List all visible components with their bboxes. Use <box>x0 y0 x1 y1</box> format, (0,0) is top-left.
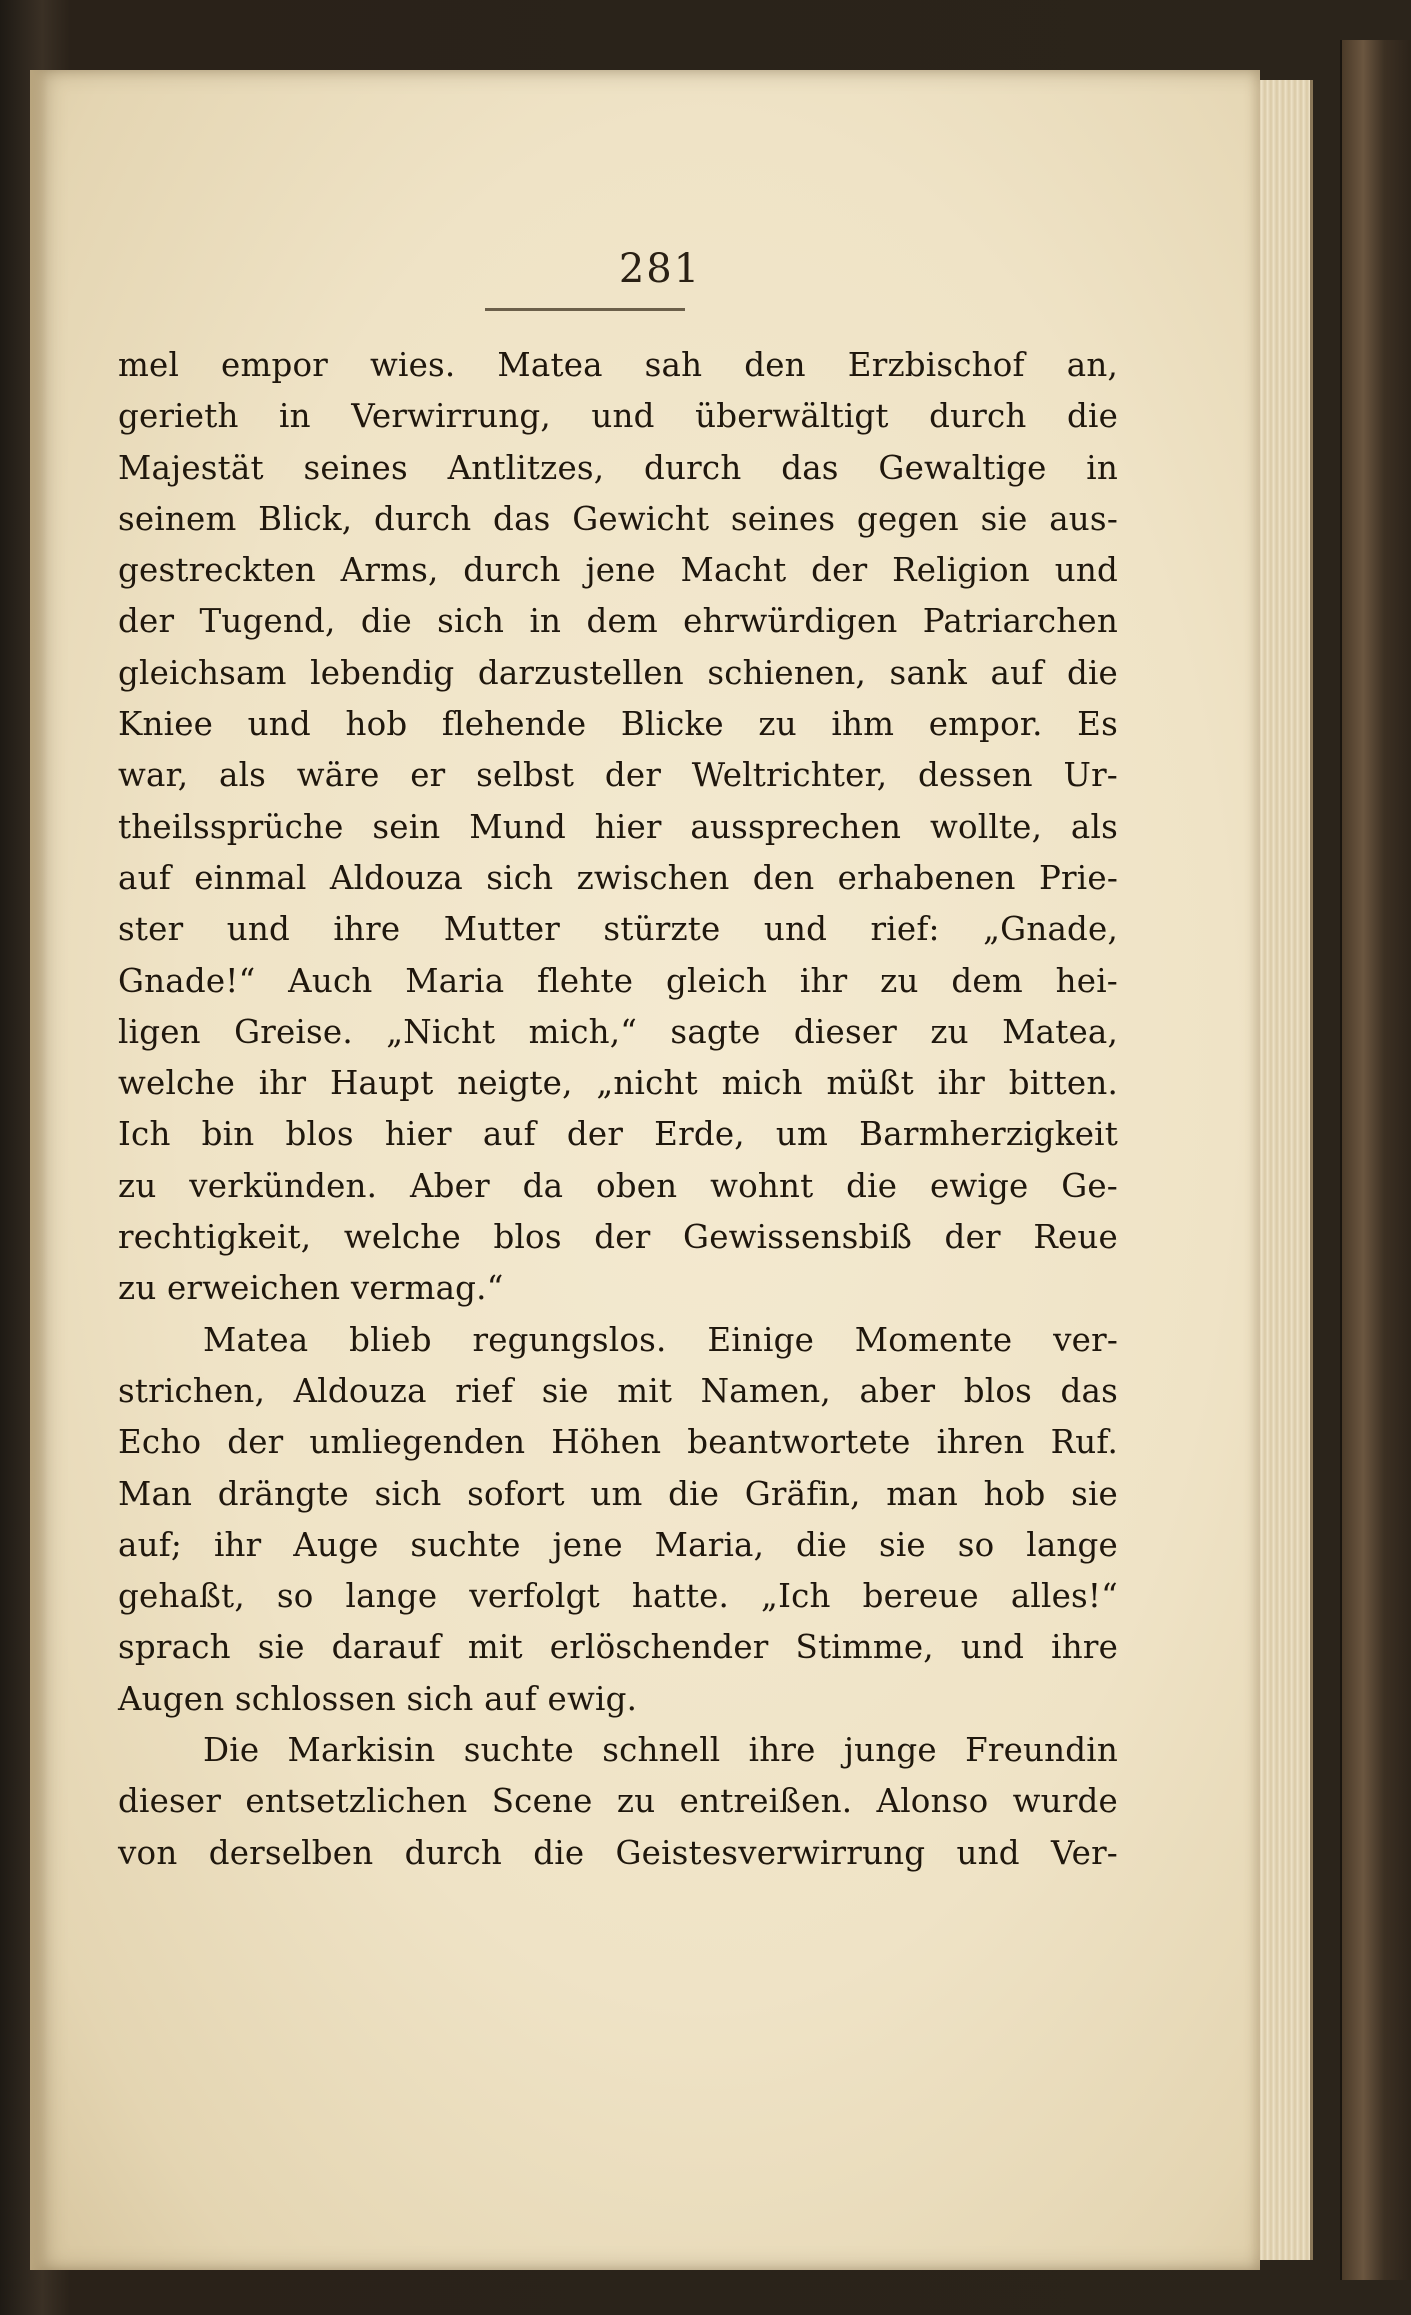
text-line: gehaßt, so lange verfolgt hatte. „Ich bereue alles!“ <box>118 1577 1118 1616</box>
text-line: Ich bin blos hier auf der Erde, um Barmherzigkeit <box>118 1115 1118 1154</box>
page-number: 281 <box>618 246 702 292</box>
header-rule <box>485 308 685 311</box>
book-cover-edge <box>1340 40 1411 2280</box>
text-line: Augen schlossen sich auf ewig. <box>118 1679 638 1718</box>
text-line: Echo der umliegenden Höhen beantwortete ihren Ruf. <box>118 1423 1118 1462</box>
text-line: rechtigkeit, welche blos der Gewissensbiß der Reue <box>118 1218 1118 1257</box>
text-line: gestreckten Arms, durch jene Macht der Religion und <box>118 551 1118 590</box>
text-line: Gnade!“ Auch Maria flehte gleich ihr zu dem hei- <box>118 961 1118 1000</box>
body-text <box>118 340 1118 1879</box>
text-line: dieser entsetzlichen Scene zu entreißen. Alonso wurde <box>118 1782 1118 1821</box>
text-line: theilssprüche sein Mund hier aussprechen wollte, als <box>118 807 1118 846</box>
text-line: Matea blieb regungslos. Einige Momente ver- <box>203 1320 1118 1359</box>
text-line: sprach sie darauf mit erlöschender Stimme, und ihre <box>118 1628 1118 1667</box>
text-line: gleichsam lebendig darzustellen schienen, sank auf die <box>118 653 1118 692</box>
text-line: ligen Greise. „Nicht mich,“ sagte dieser zu Matea, <box>118 1012 1118 1051</box>
text-line: gerieth in Verwirrung, und überwältigt durch die <box>118 397 1118 436</box>
text-line: Man drängte sich sofort um die Gräfin, man hob sie <box>118 1474 1118 1513</box>
text-line: zu verkünden. Aber da oben wohnt die ewige Ge- <box>118 1166 1118 1205</box>
text-line: auf; ihr Auge suchte jene Maria, die sie so lange <box>118 1525 1118 1564</box>
text-line: zu erweichen vermag.“ <box>118 1269 504 1308</box>
text-line: seinem Blick, durch das Gewicht seines gegen sie aus- <box>118 499 1118 538</box>
text-line: war, als wäre er selbst der Weltrichter, dessen Ur- <box>118 756 1118 795</box>
text-line: welche ihr Haupt neigte, „nicht mich müßt ihr bitten. <box>118 1064 1118 1103</box>
text-line: Die Markisin suchte schnell ihre junge Freundin <box>203 1731 1118 1770</box>
text-line: ster und ihre Mutter stürzte und rief: „Gnade, <box>118 910 1118 949</box>
text-line: von derselben durch die Geistesverwirrung und Ver- <box>118 1833 1118 1872</box>
text-line: mel empor wies. Matea sah den Erzbischof an, <box>118 346 1118 384</box>
book-page <box>30 70 1260 2270</box>
text-line: der Tugend, die sich in dem ehrwürdigen Patriarchen <box>118 602 1118 641</box>
text-line: auf einmal Aldouza sich zwischen den erhabenen Prie- <box>118 858 1118 897</box>
page-gutter <box>30 70 48 2270</box>
text-line: Kniee und hob flehende Blicke zu ihm empor. Es <box>118 705 1118 744</box>
text-line: Majestät seines Antlitzes, durch das Gewaltige in <box>118 448 1118 487</box>
text-line: strichen, Aldouza rief sie mit Namen, aber blos das <box>118 1371 1118 1410</box>
